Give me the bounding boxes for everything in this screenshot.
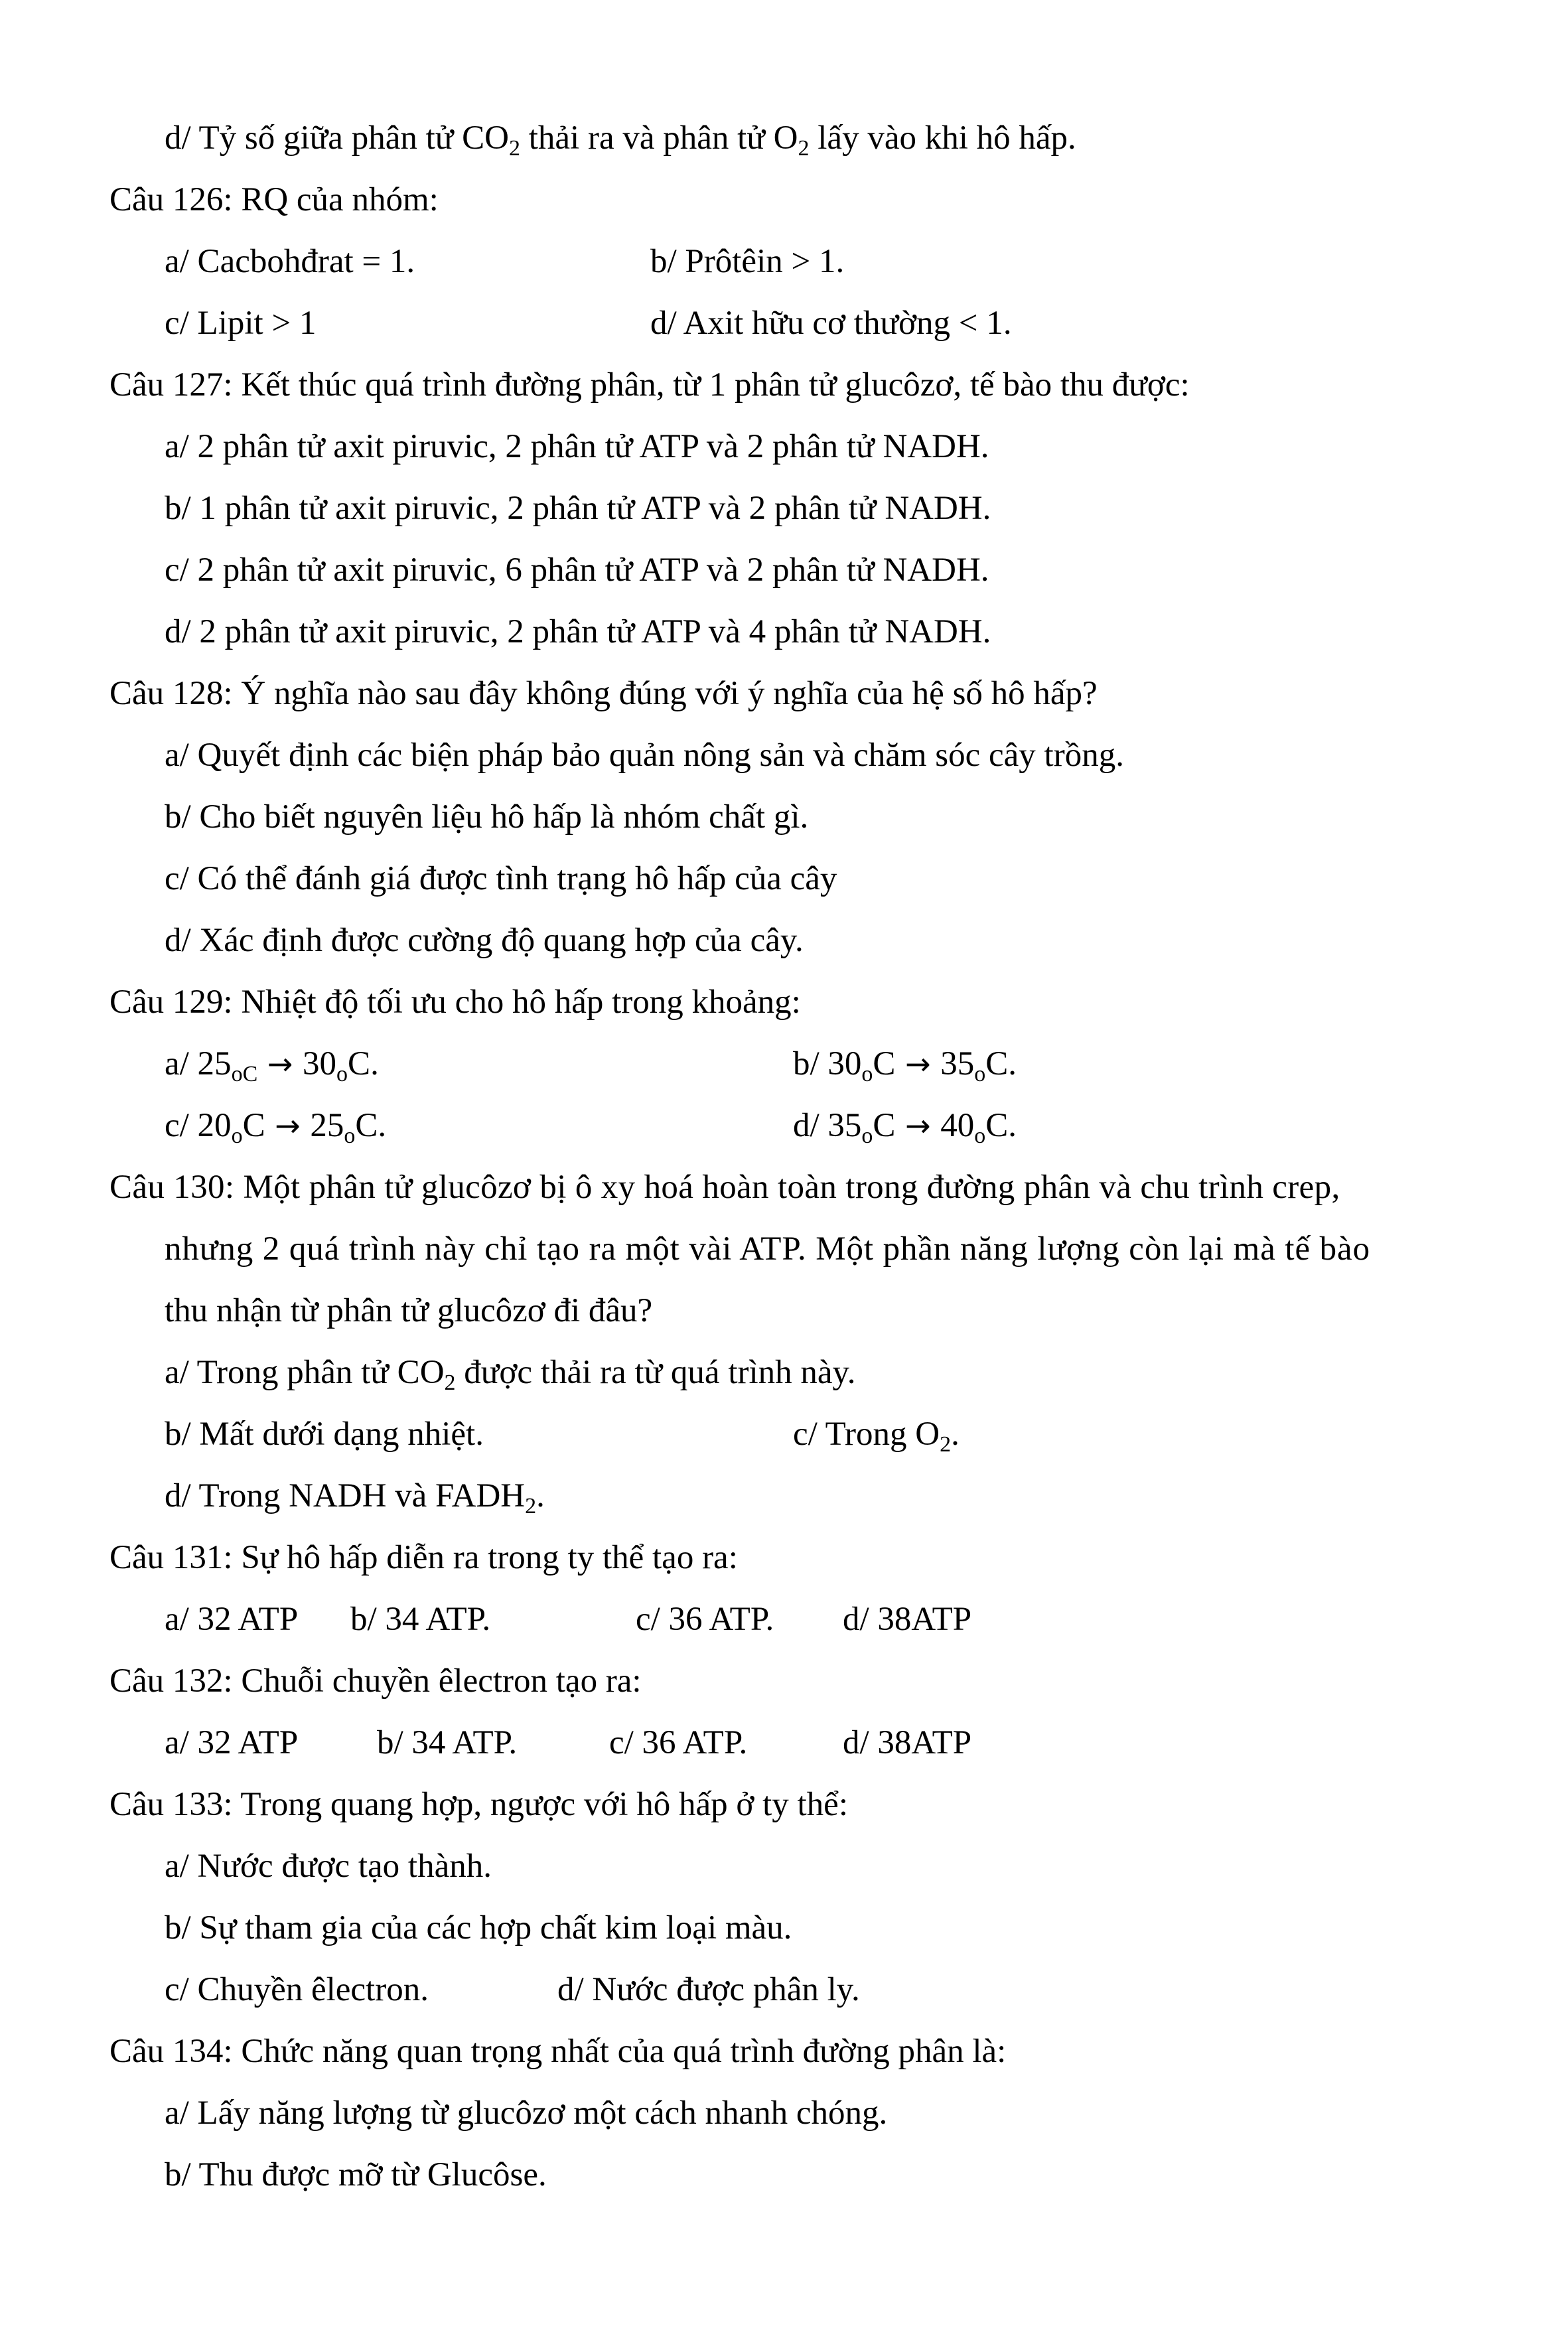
subscript: oC <box>231 1062 258 1086</box>
q132-option-c: c/ 36 ATP. <box>609 1724 748 1761</box>
text: 30 <box>303 1045 337 1082</box>
text: 40 <box>940 1107 975 1144</box>
question-132: Câu 132: Chuỗi chuyền êlectron tạo ra: <box>109 1662 642 1700</box>
text: được thải ra từ quá trình này. <box>455 1354 856 1391</box>
option-d-rq-definition <box>165 118 1076 161</box>
q129-option-d <box>793 1106 1017 1148</box>
q129-option-a <box>165 1044 379 1084</box>
arrow-right-icon: → <box>895 1046 941 1082</box>
q130-option-d <box>165 1476 545 1516</box>
q126-option-a: a/ Cacbohđrat = 1. <box>165 243 415 280</box>
question-134: Câu 134: Chức năng quan trọng nhất của quá trình đường phân là: <box>109 2033 1007 2070</box>
q131-option-c: c/ 36 ATP. <box>636 1601 774 1638</box>
q133-option-b: b/ Sự tham gia của các hợp chất kim loại màu. <box>165 1909 792 1947</box>
text: b/ 30 <box>793 1045 862 1082</box>
q128-option-a: a/ Quyết định các biện pháp bảo quản nông sản và chăm sóc cây trồng. <box>165 737 1124 774</box>
text: C. <box>985 1107 1017 1144</box>
subscript: o <box>974 1124 986 1148</box>
q127-option-c: c/ 2 phân tử axit piruvic, 6 phân tử ATP và 2 phân tử NADH. <box>165 551 989 589</box>
q128-option-c: c/ Có thể đánh giá được tình trạng hô hấp của cây <box>165 860 837 897</box>
text: 25 <box>310 1107 344 1144</box>
subscript: o <box>974 1062 986 1086</box>
q126-option-b: b/ Prôtêin > 1. <box>650 243 845 280</box>
question-130-line-1: Câu 130: Một phân tử glucôzơ bị ô xy hoá hoàn toàn trong đường phân và chu trình crep, <box>109 1169 1340 1206</box>
question-128: Câu 128: Ý nghĩa nào sau đây không đúng với ý nghĩa của hệ số hô hấp? <box>109 675 1098 712</box>
question-133: Câu 133: Trong quang hợp, ngược với hô hấp ở ty thể: <box>109 1786 848 1823</box>
question-130-line-2: nhưng 2 quá trình này chỉ tạo ra một vài ATP. Một phần năng lượng còn lại mà tế bào <box>165 1230 1370 1268</box>
text: c/ Trong O <box>793 1416 940 1453</box>
q130-option-a <box>165 1353 856 1395</box>
text: a/ 25 <box>165 1045 232 1082</box>
text: . <box>536 1477 545 1514</box>
q127-option-a: a/ 2 phân tử axit piruvic, 2 phân tử ATP và 2 phân tử NADH. <box>165 428 989 465</box>
q134-option-b: b/ Thu được mỡ từ Glucôse. <box>165 2156 547 2193</box>
arrow-right-icon: → <box>265 1108 311 1143</box>
text: thải ra và phân tử O <box>520 119 798 157</box>
q128-option-b: b/ Cho biết nguyên liệu hô hấp là nhóm chất gì. <box>165 798 809 836</box>
question-130-line-3: thu nhận từ phân tử glucôzơ đi đâu? <box>165 1292 653 1329</box>
arrow-right-icon: → <box>257 1046 303 1082</box>
text: a/ Trong phân tử CO <box>165 1354 445 1391</box>
q130-option-c <box>793 1414 960 1457</box>
arrow-right-icon: → <box>895 1108 941 1143</box>
text: C. <box>355 1107 387 1144</box>
question-127: Câu 127: Kết thúc quá trình đường phân, từ 1 phân tử glucôzơ, tế bào thu được: <box>109 366 1190 404</box>
q132-option-d: d/ 38ATP <box>843 1724 972 1761</box>
q133-option-a: a/ Nước được tạo thành. <box>165 1848 492 1885</box>
subscript: 2 <box>798 136 810 161</box>
text: C. <box>348 1045 379 1082</box>
q127-option-b: b/ 1 phân tử axit piruvic, 2 phân tử ATP và 2 phân tử NADH. <box>165 490 991 527</box>
q127-option-d: d/ 2 phân tử axit piruvic, 2 phân tử ATP và 4 phân tử NADH. <box>165 613 991 650</box>
text: lấy vào khi hô hấp. <box>809 119 1076 157</box>
subscript: o <box>231 1124 243 1148</box>
q129-option-c <box>165 1106 387 1148</box>
text: 35 <box>940 1045 975 1082</box>
subscript: o <box>336 1062 348 1086</box>
q131-option-a: a/ 32 ATP <box>165 1601 299 1638</box>
q133-option-d: d/ Nước được phân ly. <box>557 1971 860 2008</box>
text: d/ Trong NADH và FADH <box>165 1477 526 1514</box>
subscript: 2 <box>525 1494 537 1518</box>
text: C <box>873 1107 896 1144</box>
q132-option-a: a/ 32 ATP <box>165 1724 299 1761</box>
q132-option-b: b/ 34 ATP. <box>377 1724 518 1761</box>
q134-option-a: a/ Lấy năng lượng từ glucôzơ một cách nhanh chóng. <box>165 2095 888 2132</box>
text: C <box>242 1107 265 1144</box>
q126-option-d: d/ Axit hữu cơ thường < 1. <box>650 305 1012 342</box>
question-131: Câu 131: Sự hô hấp diễn ra trong ty thể tạo ra: <box>109 1539 738 1576</box>
q128-option-d: d/ Xác định được cường độ quang hợp của cây. <box>165 922 804 959</box>
subscript: o <box>344 1124 356 1148</box>
text: . <box>951 1416 960 1453</box>
q133-option-c: c/ Chuyền êlectron. <box>165 1971 429 2008</box>
question-126: Câu 126: RQ của nhóm: <box>109 181 439 218</box>
text: C. <box>985 1045 1017 1082</box>
subscript: 2 <box>940 1432 952 1457</box>
q126-option-c: c/ Lipit > 1 <box>165 305 317 342</box>
q131-option-d: d/ 38ATP <box>843 1601 972 1638</box>
q131-option-b: b/ 34 ATP. <box>350 1601 491 1638</box>
q130-option-b: b/ Mất dưới dạng nhiệt. <box>165 1416 484 1453</box>
q129-option-b <box>793 1044 1017 1084</box>
text: C <box>873 1045 896 1082</box>
text: d/ 35 <box>793 1107 862 1144</box>
text: d/ Tỷ số giữa phân tử CO <box>165 119 509 157</box>
subscript: o <box>861 1062 873 1086</box>
subscript: 2 <box>509 136 520 161</box>
text: c/ 20 <box>165 1107 232 1144</box>
question-129: Câu 129: Nhiệt độ tối ưu cho hô hấp trong khoảng: <box>109 984 801 1021</box>
subscript: 2 <box>444 1370 456 1395</box>
subscript: o <box>861 1124 873 1148</box>
